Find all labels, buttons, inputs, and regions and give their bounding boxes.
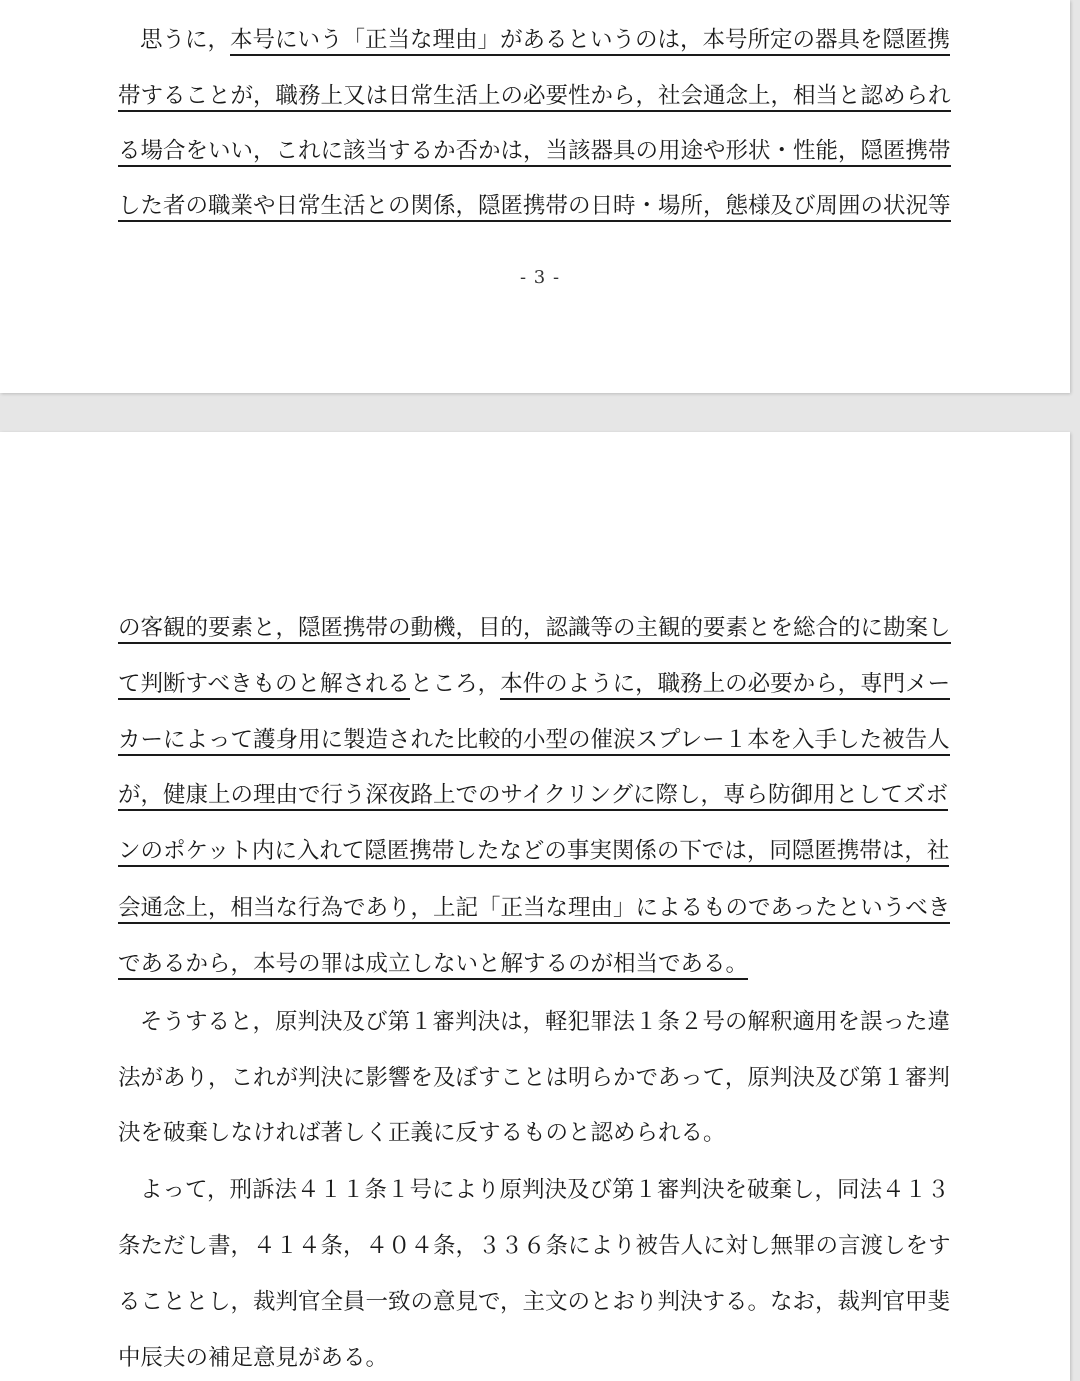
text-line: よって，刑訴法４１１条１号により原判決及び第１審判決を破棄し，同法４１３ xyxy=(140,1177,950,1203)
page-number: - 3 - xyxy=(519,267,561,288)
underlined-text: て判断すべきものと解される xyxy=(118,671,410,700)
underlined-text: が，健康上の理由で行う深夜路上でのサイクリングに際し，専ら防御用としてズボ xyxy=(118,782,948,811)
underlined-text: る場合をいい，これに該当するか否かは，当該器具の用途や形状・性能，隠匿携帯 xyxy=(118,138,951,167)
text-line: 条ただし書，４１４条，４０４条，３３６条により被告人に対し無罪の言渡しをす xyxy=(118,1233,951,1259)
text-line: 法があり，これが判決に影響を及ぼすことは明らかであって，原判決及び第１審判 xyxy=(118,1065,950,1091)
text-line xyxy=(118,888,950,928)
document-page-4 xyxy=(0,432,1070,1381)
text-line: ることとし，裁判官全員一致の意見で，主文のとおり判決する。なお，裁判官甲斐 xyxy=(118,1289,951,1315)
text-line xyxy=(118,775,948,815)
underlined-text: 会通念上，相当な行為であり，上記「正当な理由」によるものであったというべき xyxy=(118,895,950,924)
text-line: 中辰夫の補足意見がある。 xyxy=(118,1345,389,1371)
text-line: 決を破棄しなければ著しく正義に反するものと認められる。 xyxy=(118,1120,726,1146)
text-line xyxy=(118,131,951,171)
text-line xyxy=(118,944,748,984)
document-page-3 xyxy=(0,0,1070,393)
underlined-text: 本号にいう「正当な理由」があるというのは，本号所定の器具を隠匿携 xyxy=(230,27,950,56)
underlined-text: 帯することが，職務上又は日常生活上の必要性から，社会通念上，相当と認められ xyxy=(118,83,951,112)
text-line xyxy=(118,831,949,871)
text-line xyxy=(118,76,951,116)
text-line xyxy=(118,608,951,648)
text-line xyxy=(118,720,950,760)
underlined-text: カーによって護身用に製造された比較的小型の催涙スプレー１本を入手した被告人 xyxy=(118,727,950,756)
underlined-text: ンのポケット内に入れて隠匿携帯したなどの事実関係の下では，同隠匿携帯は，社 xyxy=(118,838,949,867)
underlined-text: 本件のように，職務上の必要から，専門メー xyxy=(500,671,950,700)
text-line: て判断すべきものと解されるところ，本件のように，職務上の必要から，専門メー xyxy=(118,664,950,704)
text-line xyxy=(118,186,951,226)
text-line: 思うに，本号にいう「正当な理由」があるというのは，本号所定の器具を隠匿携 xyxy=(140,20,950,60)
underlined-text: した者の職業や日常生活との関係，隠匿携帯の日時・場所，態様及び周囲の状況等 xyxy=(118,193,951,222)
text-line: そうすると，原判決及び第１審判決は，軽犯罪法１条２号の解釈適用を誤った違 xyxy=(140,1009,951,1035)
underlined-text: の客観的要素と，隠匿携帯の動機，目的，認識等の主観的要素とを総合的に勘案し xyxy=(118,615,951,644)
underlined-text: であるから，本号の罪は成立しないと解するのが相当である。 xyxy=(118,951,748,980)
